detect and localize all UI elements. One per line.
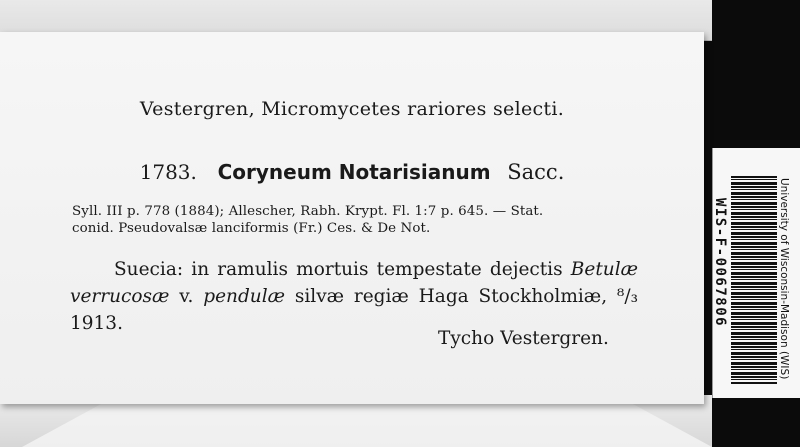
exsiccata-number: 1783. bbox=[139, 160, 197, 184]
species-line bbox=[0, 160, 704, 184]
reference-text bbox=[72, 203, 642, 237]
host-name-1: Betulæ verrucosæ bbox=[70, 259, 638, 307]
locality-part-2: v. bbox=[169, 286, 204, 307]
locality-text bbox=[70, 256, 638, 337]
host-name-2: pendulæ bbox=[203, 286, 286, 307]
species-name: Coryneum Notarisianum bbox=[217, 160, 491, 184]
species-author: Sacc. bbox=[507, 160, 565, 184]
barcode-bars bbox=[731, 176, 777, 384]
specimen-label bbox=[0, 32, 704, 404]
reference-line-1: Syll. III p. 778 (1884); Allescher, Rabh. Krypt. Fl. 1:7 p. 645. — Stat. bbox=[72, 204, 544, 219]
institution-name: University of Wisconsin-Madison (WIS) bbox=[778, 178, 790, 380]
envelope-flap bbox=[22, 402, 712, 447]
reference-line-2: conid. Pseudovalsæ lanciformis (Fr.) Ces. & De Not. bbox=[72, 221, 431, 236]
locality-part-1: Suecia: in ramulis mortuis tempestate dejectis bbox=[114, 259, 571, 280]
collector-name: Tycho Vestergren. bbox=[438, 328, 609, 349]
series-title: Vestergren, Micromycetes rariores selecti. bbox=[139, 98, 565, 120]
locality-part-3: silvæ regiæ Haga Stockholmiæ, ⁸/₃ 1913. bbox=[70, 286, 638, 334]
catalog-number: WIS-F-0067806 bbox=[712, 198, 728, 328]
